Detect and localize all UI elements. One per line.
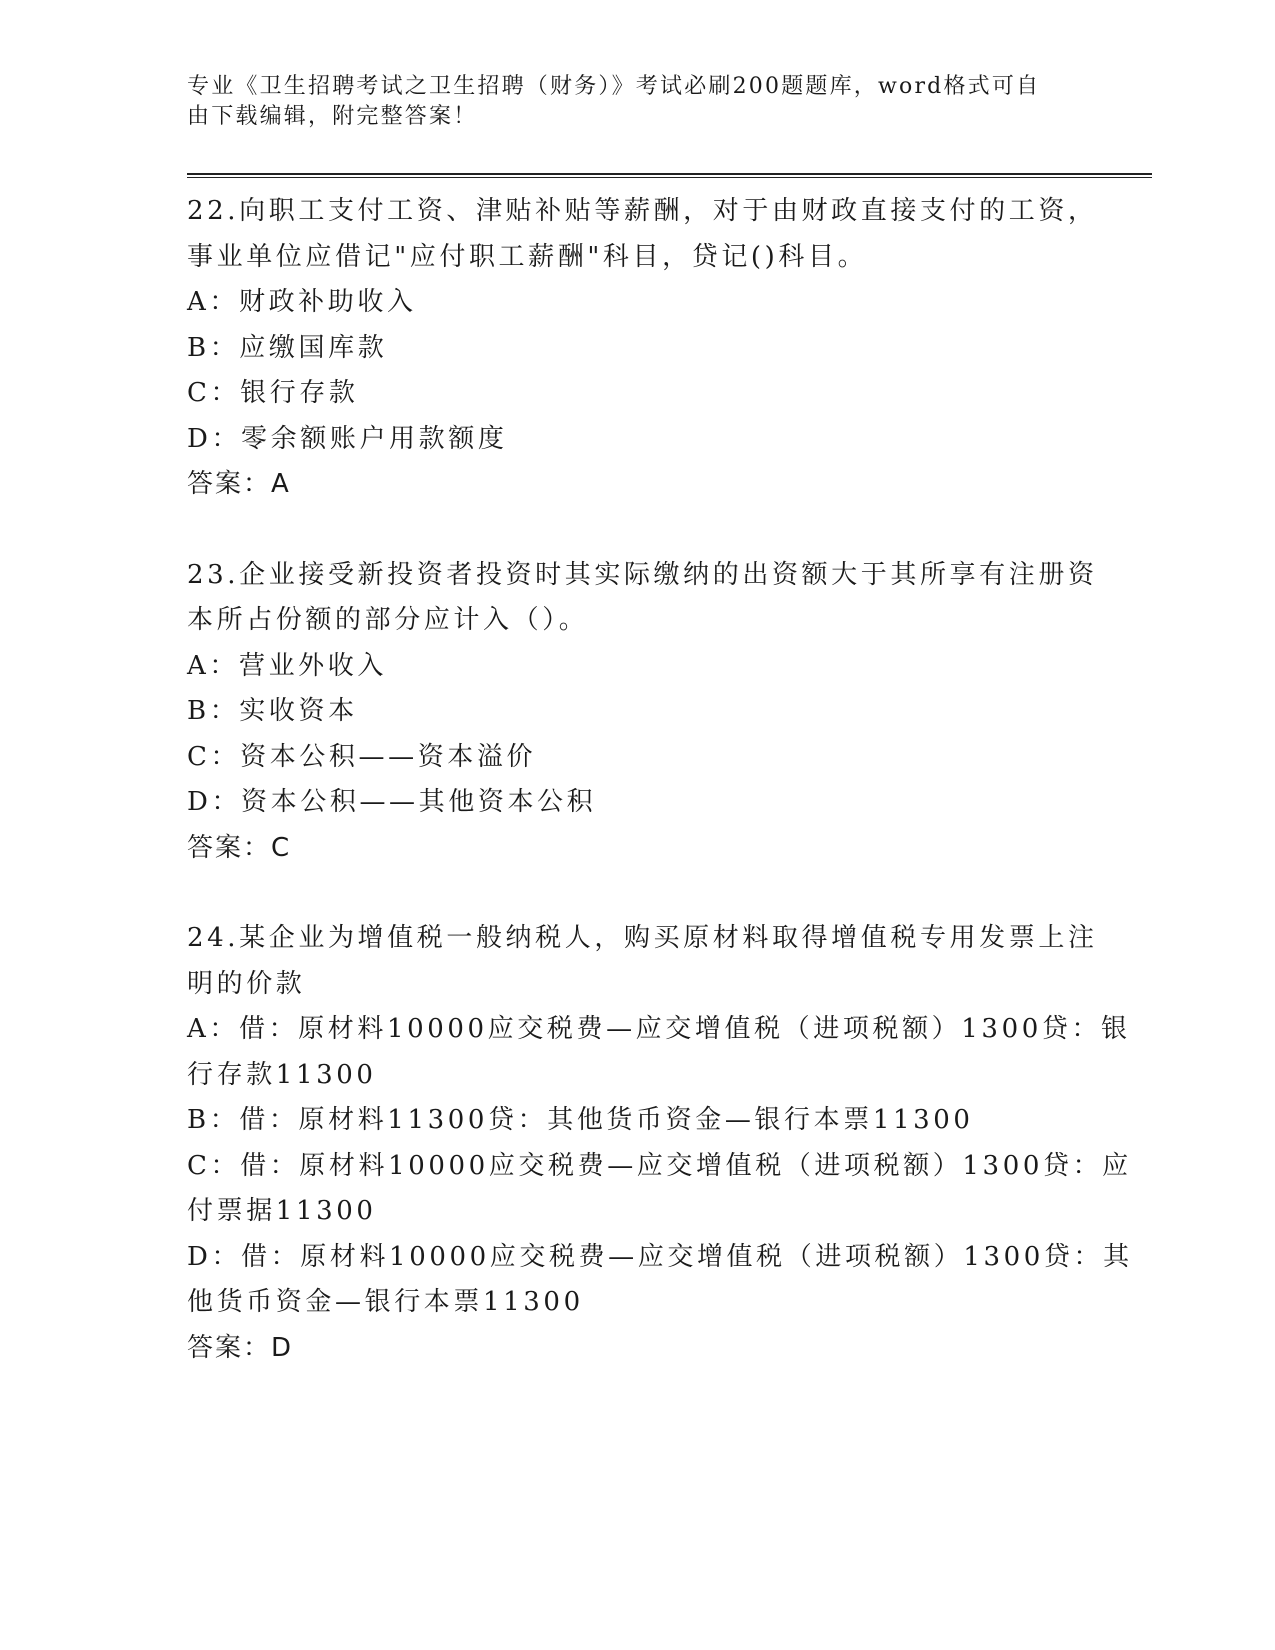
answer: 答案：A xyxy=(187,469,291,499)
answer: 答案：D xyxy=(187,1332,294,1363)
question-stem-line: 明的价款 xyxy=(187,968,306,999)
option-d: D：借：原材料10000应交税费—应交增值税（进项税额）1300贷：其 xyxy=(187,1241,1133,1272)
option-c-continued: 付票据11300 xyxy=(187,1196,377,1226)
question-list xyxy=(187,189,1133,1416)
option-b: B：借：原材料11300贷：其他货币资金—银行本票11300 xyxy=(187,1105,974,1135)
option-b: B：应缴国库款 xyxy=(187,332,388,363)
option-c: C：借：原材料10000应交税费—应交增值税（进项税额）1300贷：应 xyxy=(187,1150,1132,1181)
option-c: C：资本公积——资本溢价 xyxy=(187,741,537,772)
option-b: B：实收资本 xyxy=(187,696,358,726)
question-stem-line: 本所占份额的部分应计入（）。 xyxy=(187,605,589,635)
header-line-2: 由下载编辑，附完整答案！ xyxy=(187,104,478,129)
answer: 答案：C xyxy=(187,832,292,863)
option-a: A：财政补助收入 xyxy=(187,287,417,317)
option-a-continued: 行存款11300 xyxy=(187,1059,377,1090)
question-stem-line: 22.向职工支付工资、津贴补贴等薪酬，对于由财政直接支付的工资， xyxy=(187,196,1098,226)
option-d: D：资本公积——其他资本公积 xyxy=(187,787,597,817)
option-c: C：银行存款 xyxy=(187,378,359,408)
question-stem-line: 23.企业接受新投资者投资时其实际缴纳的出资额大于其所享有注册资 xyxy=(187,559,1098,590)
option-a: A：营业外收入 xyxy=(187,650,387,681)
question-23 xyxy=(187,553,1098,872)
question-stem-line: 事业单位应借记"应付职工薪酬"科目，贷记()科目。 xyxy=(187,241,868,272)
header-divider xyxy=(187,173,1152,178)
document-header xyxy=(187,72,1067,132)
question-stem-line: 24.某企业为增值税一般纳税人，购买原材料取得增值税专用发票上注 xyxy=(187,923,1098,953)
question-22 xyxy=(187,189,1098,508)
option-d-continued: 他货币资金—银行本票11300 xyxy=(187,1287,584,1317)
option-d: D：零余额账户用款额度 xyxy=(187,423,508,454)
question-24 xyxy=(187,916,1133,1371)
option-a: A：借：原材料10000应交税费—应交增值税（进项税额）1300贷：银 xyxy=(187,1014,1131,1044)
header-line-1: 专业《卫生招聘考试之卫生招聘（财务）》考试必刷200题题库，word格式可自 xyxy=(187,74,1041,99)
